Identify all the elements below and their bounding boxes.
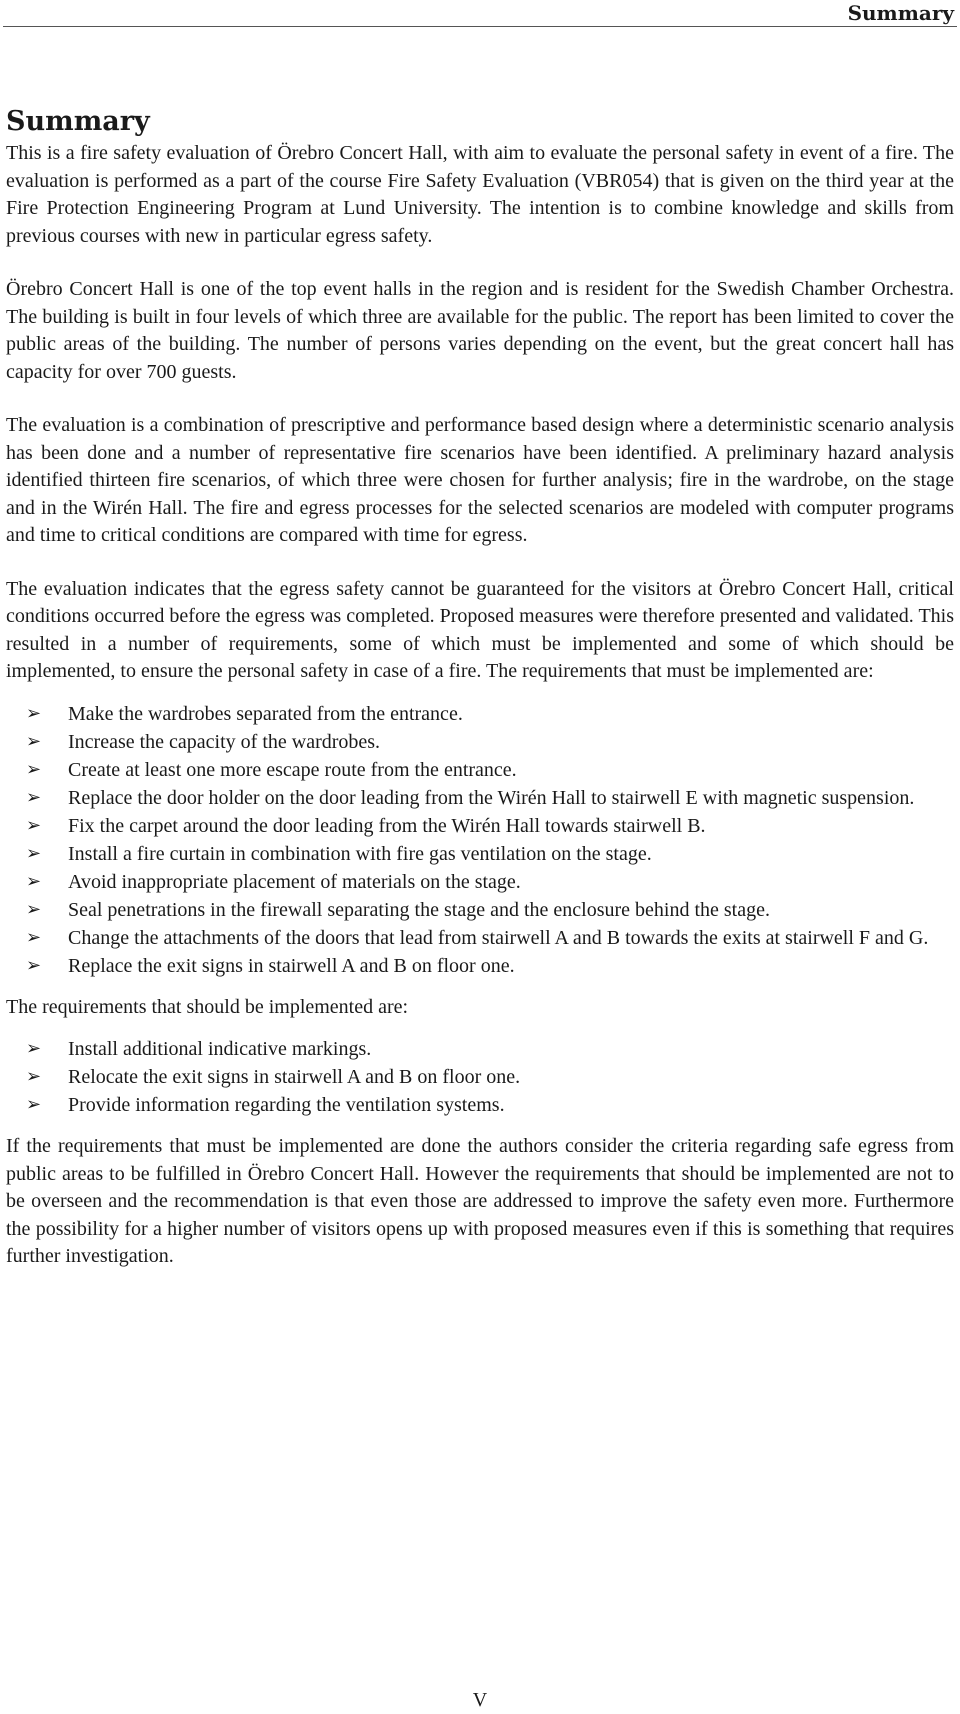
arrow-bullet-icon: ➢ xyxy=(26,786,42,808)
list-item: ➢ Relocate the exit signs in stairwell A and B on floor one. xyxy=(6,1063,954,1091)
list-item: ➢ Provide information regarding the ventilation systems. xyxy=(6,1091,954,1119)
arrow-bullet-icon: ➢ xyxy=(26,702,42,724)
arrow-bullet-icon: ➢ xyxy=(26,730,42,752)
arrow-bullet-icon: ➢ xyxy=(26,926,42,948)
list-item: ➢ Avoid inappropriate placement of materials on the stage. xyxy=(6,868,954,896)
list-item: ➢ Replace the door holder on the door leading from the Wirén Hall to stairwell E with magnetic suspension. xyxy=(6,784,954,812)
arrow-bullet-icon: ➢ xyxy=(26,954,42,976)
arrow-bullet-icon: ➢ xyxy=(26,814,42,836)
must-requirements-list xyxy=(6,700,954,980)
list-item: ➢ Increase the capacity of the wardrobes. xyxy=(6,728,954,756)
running-header-title: Summary xyxy=(847,1,954,25)
paragraph-conclusion: If the requirements that must be implemented are done the authors consider the criteria regarding safe egress from public areas to be fulfilled in Örebro Concert Hall. However the requirements that should be implemented are not to be overseen and the recommendation is that even those are addressed to improve the safety even more. Furthermore the possibility for a higher number of visitors opens up with proposed measures even if this is something that requires further investigation. xyxy=(6,1135,954,1267)
list-item: ➢ Seal penetrations in the firewall separating the stage and the enclosure behind the stage. xyxy=(6,896,954,924)
list-item: ➢ Install additional indicative markings. xyxy=(6,1035,954,1063)
header-divider xyxy=(3,26,957,27)
page-number: V xyxy=(472,1689,488,1711)
arrow-bullet-icon: ➢ xyxy=(26,758,42,780)
paragraph-building: Örebro Concert Hall is one of the top event halls in the region and is resident for the Swedish Chamber Orchestra. The building is built in four levels of which three are available for the public. The report has been limited to cover the public areas of the building. The number of persons varies depending on the event, but the great concert hall has capacity for over 700 guests. xyxy=(6,278,954,383)
list-item: ➢ Create at least one more escape route from the entrance. xyxy=(6,756,954,784)
arrow-bullet-icon: ➢ xyxy=(26,1038,42,1059)
list-item: ➢ Install a fire curtain in combination with fire gas ventilation on the stage. xyxy=(6,840,954,868)
should-requirements-intro: The requirements that should be implemented are: xyxy=(6,995,409,1018)
list-item: ➢ Make the wardrobes separated from the entrance. xyxy=(6,700,954,728)
arrow-bullet-icon: ➢ xyxy=(26,1094,42,1115)
paragraph-method: The evaluation is a combination of prescriptive and performance based design where a deterministic scenario analysis has been done and a number of representative fire scenarios have been identified. A preliminary hazard analysis identified thirteen fire scenarios, of which three were chosen for further analysis; fire in the wardrobe, on the stage and in the Wirén Hall. The fire and egress processes for the selected scenarios are modeled with computer programs and time to critical conditions are compared with time for egress. xyxy=(6,414,954,546)
page-content xyxy=(6,106,954,1297)
arrow-bullet-icon: ➢ xyxy=(26,1066,42,1087)
arrow-bullet-icon: ➢ xyxy=(26,842,42,864)
paragraph-intro: This is a fire safety evaluation of Örebro Concert Hall, with aim to evaluate the personal safety in event of a fire. The evaluation is performed as a part of the course Fire Safety Evaluation (VBR054) that is given on the third year at the Fire Protection Engineering Program at Lund University. The intention is to combine knowledge and skills from previous courses with new in particular egress safety. xyxy=(6,142,954,247)
list-item: ➢ Fix the carpet around the door leading from the Wirén Hall towards stairwell B. xyxy=(6,812,954,840)
arrow-bullet-icon: ➢ xyxy=(26,898,42,920)
list-item: ➢ Change the attachments of the doors that lead from stairwell A and B towards the exits at stairwell F and G. xyxy=(6,924,954,952)
section-heading: Summary xyxy=(6,106,150,137)
paragraph-results: The evaluation indicates that the egress safety cannot be guaranteed for the visitors at Örebro Concert Hall, critical conditions occurred before the egress was completed. Proposed measures were therefore presented and validated. This resulted in a number of requirements, some of which must be implemented and some of which should be implemented, to ensure the personal safety in case of a fire. The requirements that must be implemented are: xyxy=(6,577,954,682)
arrow-bullet-icon: ➢ xyxy=(26,870,42,892)
should-requirements-list xyxy=(6,1035,954,1119)
list-item: ➢ Replace the exit signs in stairwell A and B on floor one. xyxy=(6,952,954,980)
